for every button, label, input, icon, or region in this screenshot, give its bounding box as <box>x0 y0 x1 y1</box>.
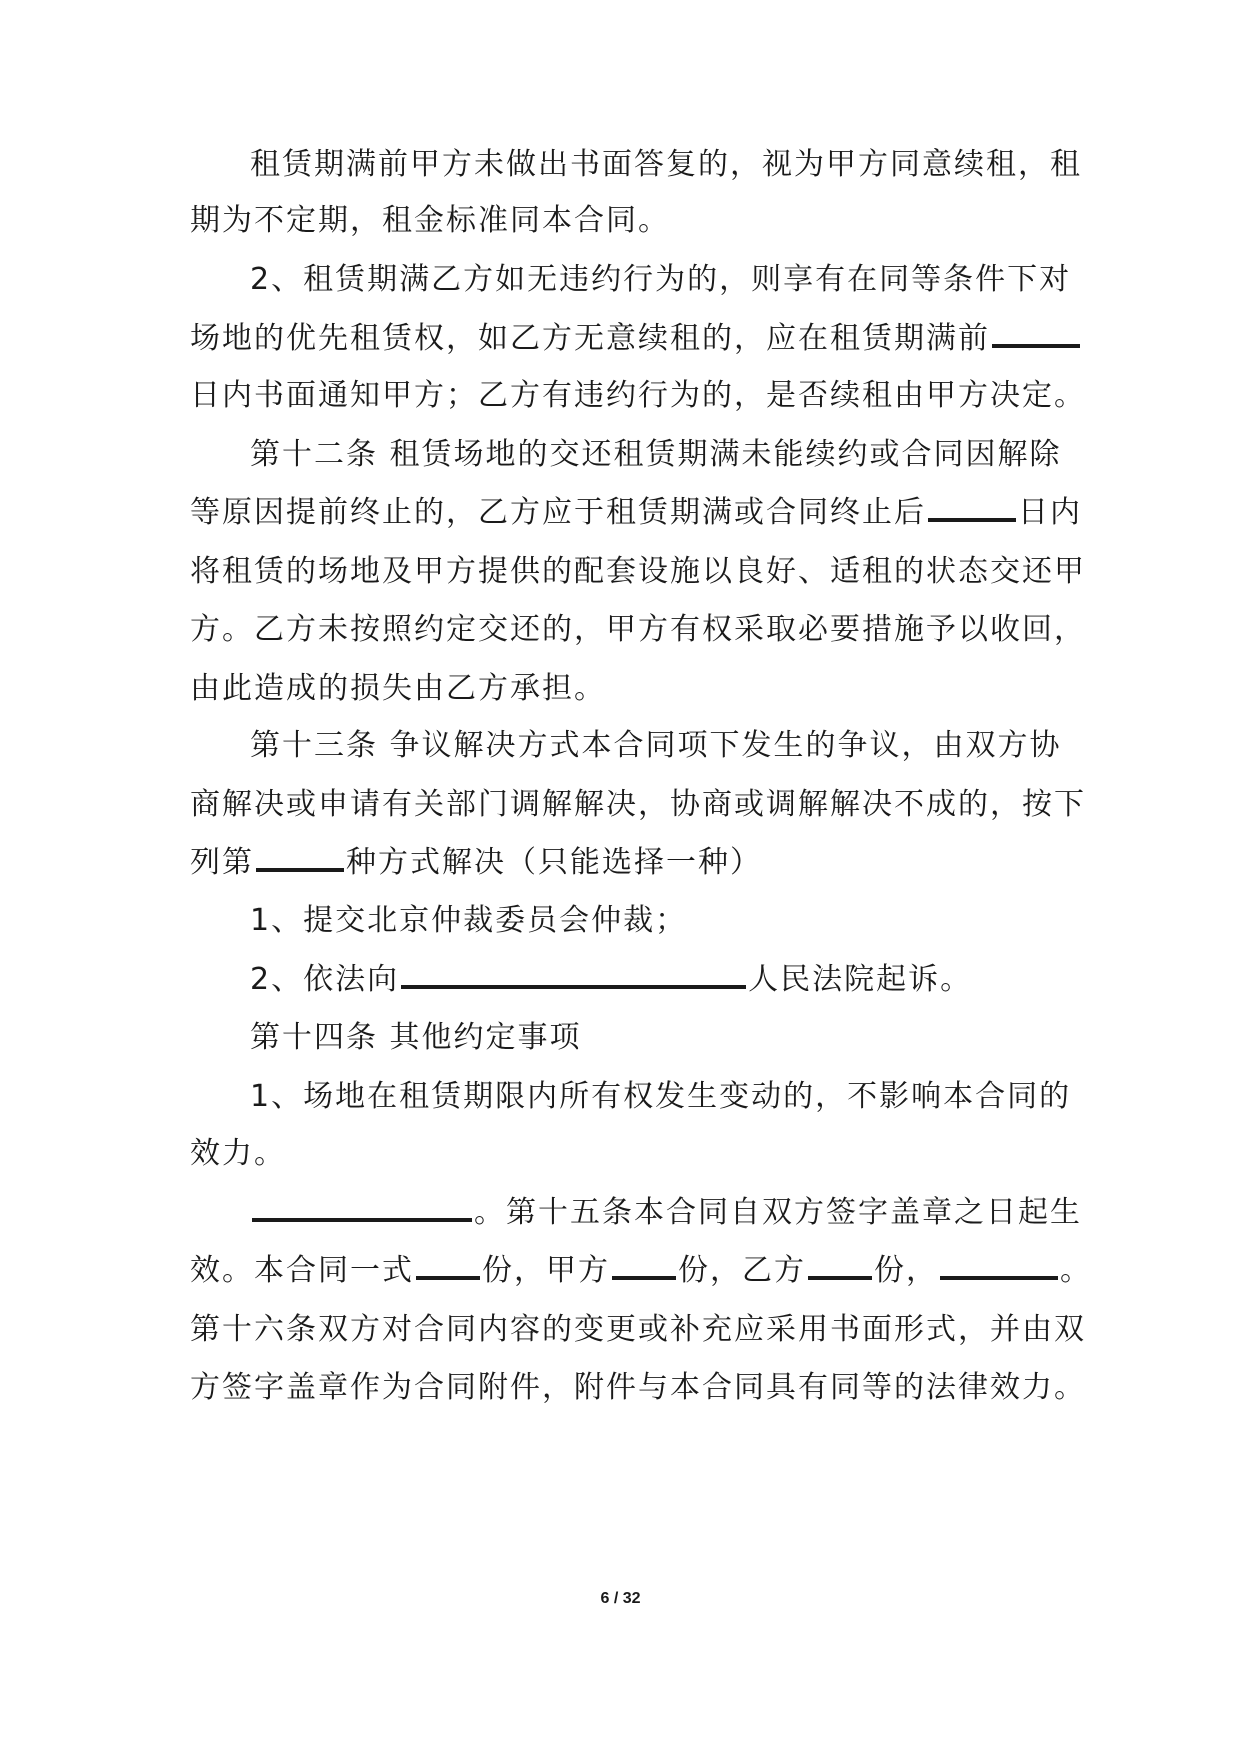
text-segment: 2、依法向 <box>250 962 400 997</box>
paragraph-line <box>190 549 1086 595</box>
text-segment: 。第十五条本合同自双方签字盖章之日起生 <box>474 1195 1082 1230</box>
text-segment: 份，乙方 <box>678 1253 806 1288</box>
text-segment: 日内 <box>1018 495 1082 530</box>
text-segment: 等原因提前终止的，乙方应于租赁期满或合同终止后 <box>190 495 926 530</box>
text-segment: 场地的优先租赁权，如乙方无意续租的，应在租赁期满前 <box>190 321 990 356</box>
fill-in-blank <box>992 322 1080 348</box>
fill-in-blank <box>401 963 746 989</box>
text-segment: 第十四条 其他约定事项 <box>250 1020 582 1055</box>
page-number: 6 / 32 <box>600 1590 641 1607</box>
text-segment: 份，甲方 <box>482 1253 610 1288</box>
text-segment: 商解决或申请有关部门调解解决，协商或调解解决不成的，按下 <box>190 787 1086 822</box>
paragraph-line <box>250 257 1070 303</box>
paragraph-line <box>250 1190 1082 1236</box>
fill-in-blank <box>256 846 344 872</box>
text-segment: 人民法院起诉。 <box>748 962 973 997</box>
paragraph-line <box>250 957 1070 1003</box>
paragraph-line <box>250 1015 1070 1061</box>
fill-in-blank <box>808 1254 872 1280</box>
text-segment: 列第 <box>190 845 254 880</box>
text-segment: 效力。 <box>190 1136 286 1171</box>
paragraph-line <box>190 1131 1070 1177</box>
paragraph-line <box>250 432 1070 478</box>
text-segment: 方签字盖章作为合同附件，附件与本合同具有同等的法律效力。 <box>190 1370 1086 1405</box>
fill-in-blank <box>940 1254 1058 1280</box>
text-segment: 将租赁的场地及甲方提供的配套设施以良好、适租的状态交还甲 <box>190 554 1086 589</box>
paragraph-line <box>190 666 1070 712</box>
paragraph-line <box>190 1248 1092 1294</box>
paragraph-line <box>190 607 1086 653</box>
text-segment: 份， <box>874 1253 938 1288</box>
paragraph-line <box>190 1307 1086 1353</box>
fill-in-blank <box>928 496 1016 522</box>
text-segment: 第十三条 争议解决方式本合同项下发生的争议，由双方协 <box>250 728 1062 763</box>
fill-in-blank <box>612 1254 676 1280</box>
text-segment: 2、租赁期满乙方如无违约行为的，则享有在同等条件下对 <box>250 262 1072 297</box>
paragraph-line <box>190 490 1082 536</box>
paragraph-line <box>250 898 1070 944</box>
paragraph-line <box>190 782 1086 828</box>
text-segment: 日内书面通知甲方；乙方有违约行为的，是否续租由甲方决定。 <box>190 378 1086 413</box>
text-segment: 1、场地在租赁期限内所有权发生变动的，不影响本合同的 <box>250 1079 1072 1114</box>
text-segment: 效。本合同一式 <box>190 1253 414 1288</box>
text-segment: 1、提交北京仲裁委员会仲裁； <box>250 903 688 938</box>
text-segment: 租赁期满前甲方未做出书面答复的，视为甲方同意续租，租 <box>250 147 1082 182</box>
text-segment: 第十六条双方对合同内容的变更或补充应采用书面形式，并由双 <box>190 1312 1086 1347</box>
paragraph-line <box>250 1074 1070 1120</box>
paragraph-line <box>190 1365 1086 1411</box>
paragraph-line <box>190 840 1070 886</box>
fill-in-blank <box>252 1196 472 1222</box>
text-segment: 期为不定期，租金标准同本合同。 <box>190 203 670 238</box>
paragraph-line <box>190 198 1070 244</box>
paragraph-line <box>190 373 1086 419</box>
paragraph-line <box>250 142 1082 188</box>
text-segment: 由此造成的损失由乙方承担。 <box>190 671 606 706</box>
paragraph-line <box>250 723 1070 769</box>
paragraph-line <box>190 316 1070 362</box>
text-segment: 方。乙方未按照约定交还的，甲方有权采取必要措施予以收回， <box>190 612 1086 647</box>
text-segment: 种方式解决（只能选择一种） <box>346 845 762 880</box>
text-segment: 。 <box>1060 1253 1092 1288</box>
text-segment: 第十二条 租赁场地的交还租赁期满未能续约或合同因解除 <box>250 437 1062 472</box>
fill-in-blank <box>416 1254 480 1280</box>
